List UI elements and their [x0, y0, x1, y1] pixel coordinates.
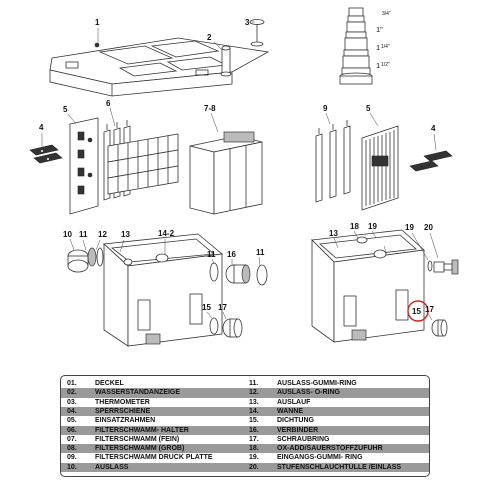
callout-12: 12 — [98, 230, 107, 239]
part-lid — [50, 38, 268, 96]
callout-17-right: 17 — [425, 305, 434, 314]
legend-text: STUFENSCHLAUCHTÜLLE /EINLASS — [277, 463, 402, 471]
callout-10: 10 — [63, 230, 72, 239]
legend-text: EINSATZRAHMEN — [95, 417, 156, 425]
part-inlet-assembly — [428, 260, 458, 274]
legend-number: 03. — [67, 398, 77, 406]
hose-size-1-frac: 3/4" — [382, 11, 391, 17]
legend-text: AUSLAUF — [277, 398, 311, 406]
part-insert-frame-right — [362, 126, 398, 210]
callout-5-right: 5 — [366, 104, 371, 113]
legend-number: 19. — [249, 454, 259, 462]
hose-size-4-frac: 1/2" — [381, 62, 390, 68]
callout-3: 3 — [245, 18, 250, 27]
legend-number: 01. — [67, 380, 77, 387]
legend-text: OX-ADD/SAUERSTOFFZUFUHR — [277, 445, 383, 453]
callout-5-left: 5 — [63, 105, 68, 114]
legend-text: DECKEL — [95, 380, 124, 387]
callout-2: 2 — [207, 33, 212, 42]
hose-size-4-whole: 1 — [376, 61, 381, 70]
legend-text: VERBINDER — [277, 426, 319, 434]
legend-text: WASSERSTANDANZEIGE — [95, 389, 181, 397]
legend-text: AUSLASS — [95, 463, 129, 471]
callout-6: 6 — [106, 99, 111, 108]
legend-number: 15. — [249, 417, 259, 425]
callout-1: 1 — [95, 18, 100, 27]
callout-7-8: 7-8 — [204, 104, 216, 113]
part-water-level-indicator — [221, 46, 231, 76]
legend-number: 06. — [67, 426, 77, 434]
legend-number: 18. — [249, 445, 259, 453]
legend-row — [61, 416, 429, 425]
part-insert-frame — [70, 118, 98, 214]
legend-row — [61, 388, 429, 397]
hose-size-3-frac: 1/4" — [381, 44, 390, 50]
callout-20: 20 — [424, 223, 433, 232]
part-seal-nut-right — [432, 320, 447, 336]
callout-19-b: 19 — [405, 223, 414, 232]
legend-number: 10. — [67, 463, 77, 471]
callout-4-left: 4 — [39, 123, 44, 132]
callout-13-right: 13 — [329, 229, 338, 238]
legend-text: FILTERSCHWAMM (FEIN) — [95, 435, 180, 443]
legend-number: 09. — [67, 454, 77, 462]
callout-17-left: 17 — [218, 303, 227, 312]
legend-text: WANNE — [277, 407, 304, 415]
callout-11-c: 11 — [256, 248, 265, 257]
legend-row — [61, 453, 429, 462]
part-sponge-holders-right — [316, 120, 350, 202]
part-lock-rail-right — [410, 151, 452, 171]
part-thermometer — [250, 20, 264, 47]
callout-15-right: 15 — [412, 307, 421, 316]
legend-number: 16. — [249, 426, 259, 434]
legend-text: FILTERSCHWAMM- HALTER — [95, 426, 189, 434]
legend-number: 02. — [67, 389, 77, 397]
callout-4-right: 4 — [431, 124, 436, 133]
legend-number: 07. — [67, 435, 77, 443]
legend-number: 04. — [67, 407, 77, 415]
legend-number: 14. — [249, 407, 259, 415]
legend-text: THERMOMETER — [95, 398, 150, 406]
legend-text: AUSLASS- O-RING — [277, 389, 340, 397]
hose-size-3-whole: 1 — [376, 43, 381, 52]
callout-9: 9 — [323, 104, 328, 113]
legend-text: FILTERSCHWAMM DRUCK PLATTE — [95, 454, 213, 462]
part-outlet-assembly — [68, 248, 103, 272]
legend-text: SPERRSCHIENE — [95, 407, 151, 415]
callout-19-a: 19 — [368, 222, 377, 231]
hose-size-2-whole: 1" — [376, 25, 383, 34]
legend-number: 17. — [249, 435, 259, 443]
legend-number: 08. — [67, 445, 77, 453]
part-sponge-blocks — [190, 132, 262, 214]
callout-15-left: 15 — [202, 303, 211, 312]
legend-number: 13. — [249, 398, 259, 406]
legend-text: SCHRAUBRING — [277, 435, 330, 443]
callout-13: 13 — [121, 230, 130, 239]
legend-text: FILTERSCHWAMM (GROB) — [95, 445, 185, 453]
parts-legend — [60, 375, 430, 477]
legend-number: 11. — [249, 380, 259, 387]
legend-row — [61, 435, 429, 444]
callout-11-b: 11 — [207, 250, 216, 259]
hose-size-labels — [376, 11, 391, 70]
legend-row — [61, 398, 429, 407]
part-stepped-hose-tail — [340, 8, 372, 84]
part-lock-rail — [30, 145, 62, 163]
legend-row — [61, 407, 429, 416]
legend-number: 20. — [249, 463, 259, 471]
legend-row — [61, 444, 429, 453]
legend-text: AUSLASS-GUMMI-RING — [277, 380, 357, 387]
legend-row — [61, 463, 429, 472]
callout-11: 11 — [79, 230, 88, 239]
legend-number: 05. — [67, 417, 77, 425]
legend-row — [61, 426, 429, 435]
callout-14-2: 14-2 — [158, 229, 175, 238]
part-tank-right — [312, 230, 424, 342]
callout-16: 16 — [227, 250, 236, 259]
legend-number: 12. — [249, 389, 259, 397]
part-tank-left — [104, 234, 222, 346]
legend-row — [61, 379, 429, 388]
legend-text: DICHTUNG — [277, 417, 314, 425]
callout-18: 18 — [350, 222, 359, 231]
legend-text: EINGANGS-GUMMI- RING — [277, 454, 363, 462]
